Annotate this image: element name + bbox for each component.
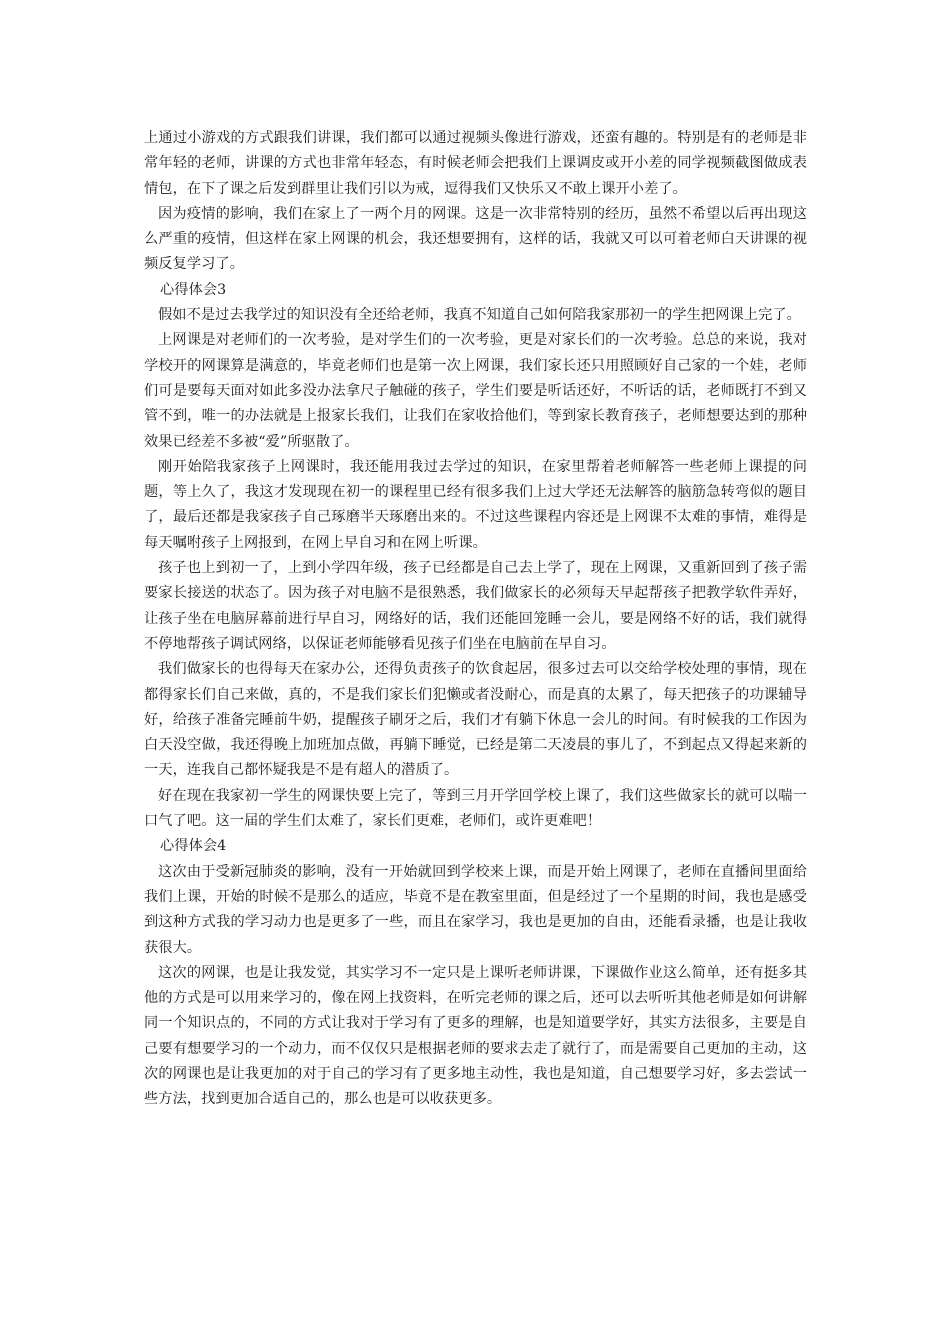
paragraph: 因为疫情的影响，我们在家上了一两个月的网课。这是一次非常特别的经历，虽然不希望以后再出现这么严重的疫情，但这样在家上网课的机会，我还想要拥有，这样的话，我就又可以可着老师白天讲课的视频反复学习了。 bbox=[144, 205, 807, 273]
paragraph: 这次的网课，也是让我发觉，其实学习不一定只是上课听老师讲课，下课做作业这么简单，还有挺多其他的方式是可以用来学习的，像在网上找资料，在听完老师的课之后，还可以去听听其他老师是如何讲解同一个知识点的，不同的方式让我对于学习有了更多的理解，也是知道要学好，其实方法很多，主要是自己要有想要学习的一个动力，而不仅仅只是根据老师的要求去走了就行了，而是需要自己更加的主动，这次的网课也是让我更加的对于自己的学习有了更多地主动性，我也是知道，自己想要学习好，多去尝试一些方法，找到更加合适自己的，那么也是可以收获更多。 bbox=[144, 964, 807, 1108]
section-heading: 心得体会4 bbox=[160, 838, 227, 855]
paragraph: 上通过小游戏的方式跟我们讲课，我们都可以通过视频头像进行游戏，还蛮有趣的。特别是有的老师是非常年轻的老师，讲课的方式也非常年轻态，有时候老师会把我们上课调皮或开小差的同学视频截图做成表情包，在下了课之后发到群里让我们引以为戒，逗得我们又快乐又不敢上课开小差了。 bbox=[144, 130, 807, 197]
paragraph: 好在现在我家初一学生的网课快要上完了，等到三月开学回学校上课了，我们这些做家长的就可以喘一口气了吧。这一届的学生们太难了，家长们更难，老师们，或许更难吧！ bbox=[144, 787, 807, 830]
paragraph: 我们做家长的也得每天在家办公，还得负责孩子的饮食起居，很多过去可以交给学校处理的事情，现在都得家长们自己来做，真的，不是我们家长们犯懒或者没耐心，而是真的太累了，每天把孩子的功课辅导好，给孩子准备完睡前牛奶，提醒孩子刷牙之后，我们才有躺下休息一会儿的时间。有时候我的工作因为白天没空做，我还得晚上加班加点做，再躺下睡觉，已经是第二天凌晨的事儿了，不到起点又得起来新的一天，连我自己都怀疑我是不是有超人的潜质了。 bbox=[144, 661, 807, 779]
section-heading: 心得体会3 bbox=[160, 281, 227, 298]
paragraph: 假如不是过去我学过的知识没有全还给老师，我真不知道自己如何陪我家那初一的学生把网课上完了。 bbox=[158, 307, 801, 324]
document-page bbox=[144, 126, 807, 1113]
paragraph: 上网课是对老师们的一次考验，是对学生们的一次考验，更是对家长们的一次考验。总总的来说，我对学校开的网课算是满意的，毕竟老师们也是第一次上网课，我们家长还只用照顾好自己家的一个娃，老师们可是要每天面对如此多没办法拿尺子触碰的孩子，学生们要是听话还好，不听话的话，老师既打不到又管不到，唯一的办法就是上报家长我们，让我们在家收拾他们，等到家长教育孩子，老师想要达到的那种效果已经差不多被“爱”所驱散了。 bbox=[144, 332, 807, 450]
paragraph: 孩子也上到初一了，上到小学四年级，孩子已经都是自己去上学了，现在上网课，又重新回到了孩子需要家长接送的状态了。因为孩子对电脑不是很熟悉，我们做家长的必须每天早起帮孩子把教学软件弄好，让孩子坐在电脑屏幕前进行早自习，网络好的话，我们还能回笼睡一会儿，要是网络不好的话，我们就得不停地帮孩子调试网络，以保证老师能够看见孩子们坐在电脑前在早自习。 bbox=[144, 560, 807, 652]
paragraph: 刚开始陪我家孩子上网课时，我还能用我过去学过的知识，在家里帮着老师解答一些老师上课提的问题，等上久了，我这才发现现在初一的课程里已经有很多我们上过大学还无法解答的脑筋急转弯似的题目了，最后还都是我家孩子自己琢磨半天琢磨出来的。不过这些课程内容还是上网课不太难的事情，难得是每天嘱咐孩子上网报到，在网上早自习和在网上听课。 bbox=[144, 458, 807, 551]
paragraph: 这次由于受新冠肺炎的影响，没有一开始就回到学校来上课，而是开始上网课了，老师在直播间里面给我们上课，开始的时候不是那么的适应，毕竟不是在教室里面，但是经过了一个星期的时间，我也是感受到这种方式我的学习动力也是更多了一些，而且在家学习，我也是更加的自由，还能看录播，也是让我收获很大。 bbox=[144, 863, 807, 956]
